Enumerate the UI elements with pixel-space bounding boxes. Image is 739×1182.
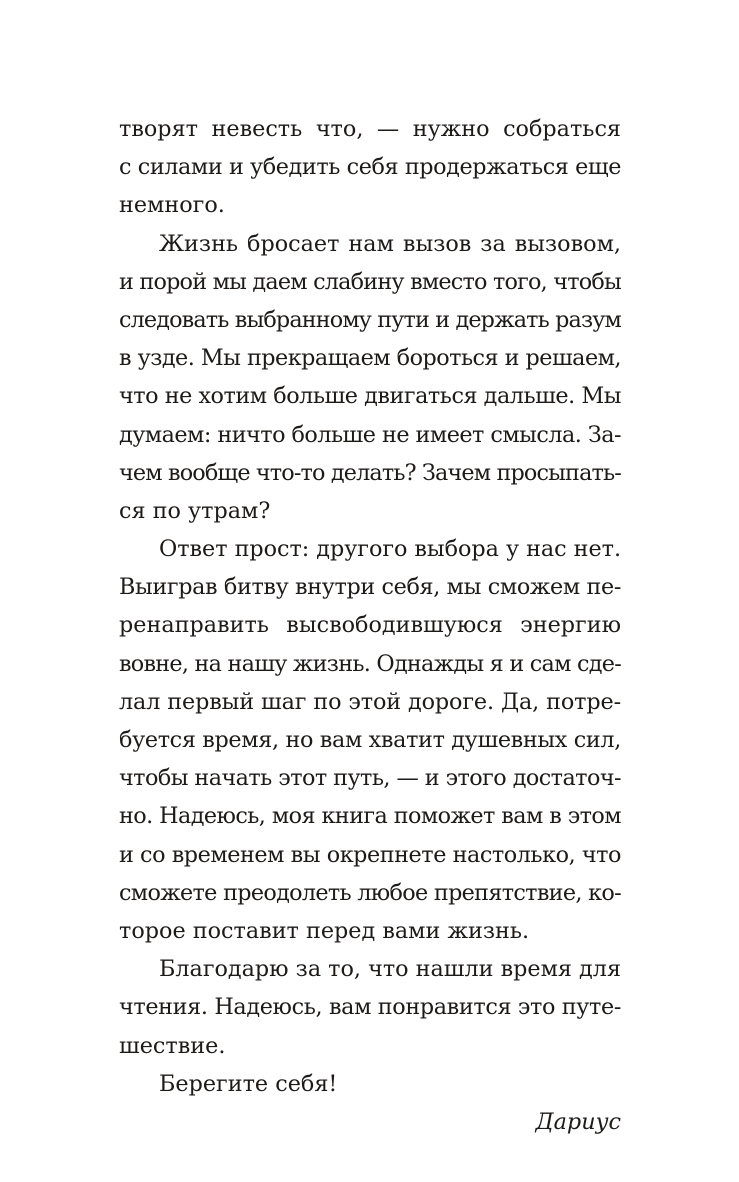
- text-line: сможете преодолеть любое препятствие, ко-: [119, 879, 621, 906]
- text-line: думаем: ничто больше не имеет смысла. За-: [119, 421, 621, 448]
- text-line: следовать выбранному пути и держать разум: [119, 306, 621, 333]
- text-line: в узде. Мы прекращаем бороться и решаем,: [119, 345, 621, 372]
- text-line: что не хотим больше двигаться дальше. Мы: [119, 383, 621, 410]
- signature-line: [119, 1103, 621, 1141]
- text-line: ренаправить высвободившуюся энергию: [119, 612, 621, 639]
- text-line: вовне, на нашу жизнь. Однажды я и сам сде-: [119, 650, 621, 677]
- text-line: Берегите себя!: [159, 1070, 338, 1097]
- text-line: чтения. Надеюсь, вам понравится это путе-: [119, 994, 621, 1021]
- paragraph-5: [119, 1065, 621, 1103]
- text-line: Жизнь бросает нам вызов за вызовом,: [159, 230, 621, 257]
- text-line: Выиграв битву внутри себя, мы сможем пе-: [119, 574, 621, 601]
- signature: Дариус: [535, 1108, 621, 1135]
- text-line: шествие.: [119, 1032, 226, 1059]
- paragraph-1: [119, 110, 621, 225]
- text-line: немного.: [119, 192, 225, 219]
- text-line: творят невесть что, — нужно собраться: [119, 116, 621, 142]
- paragraph-2: [119, 225, 621, 531]
- page-text: [119, 110, 621, 1141]
- paragraph-4: [119, 950, 621, 1065]
- text-line: торое поставит перед вами жизнь.: [119, 917, 530, 944]
- text-line: чтобы начать этот путь, — и этого достаточ-: [119, 765, 621, 792]
- text-line: но. Надеюсь, моя книга поможет вам в этом: [119, 803, 621, 830]
- text-line: и со временем вы окрепнете настолько, что: [119, 841, 621, 868]
- text-line: чем вообще что-то делать? Зачем просыпать-: [119, 459, 621, 486]
- text-line: Ответ прост: другого выбора у нас нет.: [159, 536, 621, 563]
- text-line: лал первый шаг по этой дороге. Да, потре-: [119, 688, 621, 715]
- text-line: Благодарю за то, что нашли время для: [159, 956, 621, 983]
- text-line: буется время, но вам хватит душевных сил,: [119, 727, 621, 753]
- text-line: и порой мы даем слабину вместо того, чтобы: [119, 268, 621, 295]
- text-line: ся по утрам?: [119, 497, 271, 524]
- text-line: с силами и убедить себя продержаться еще: [119, 154, 621, 181]
- paragraph-3: [119, 530, 621, 950]
